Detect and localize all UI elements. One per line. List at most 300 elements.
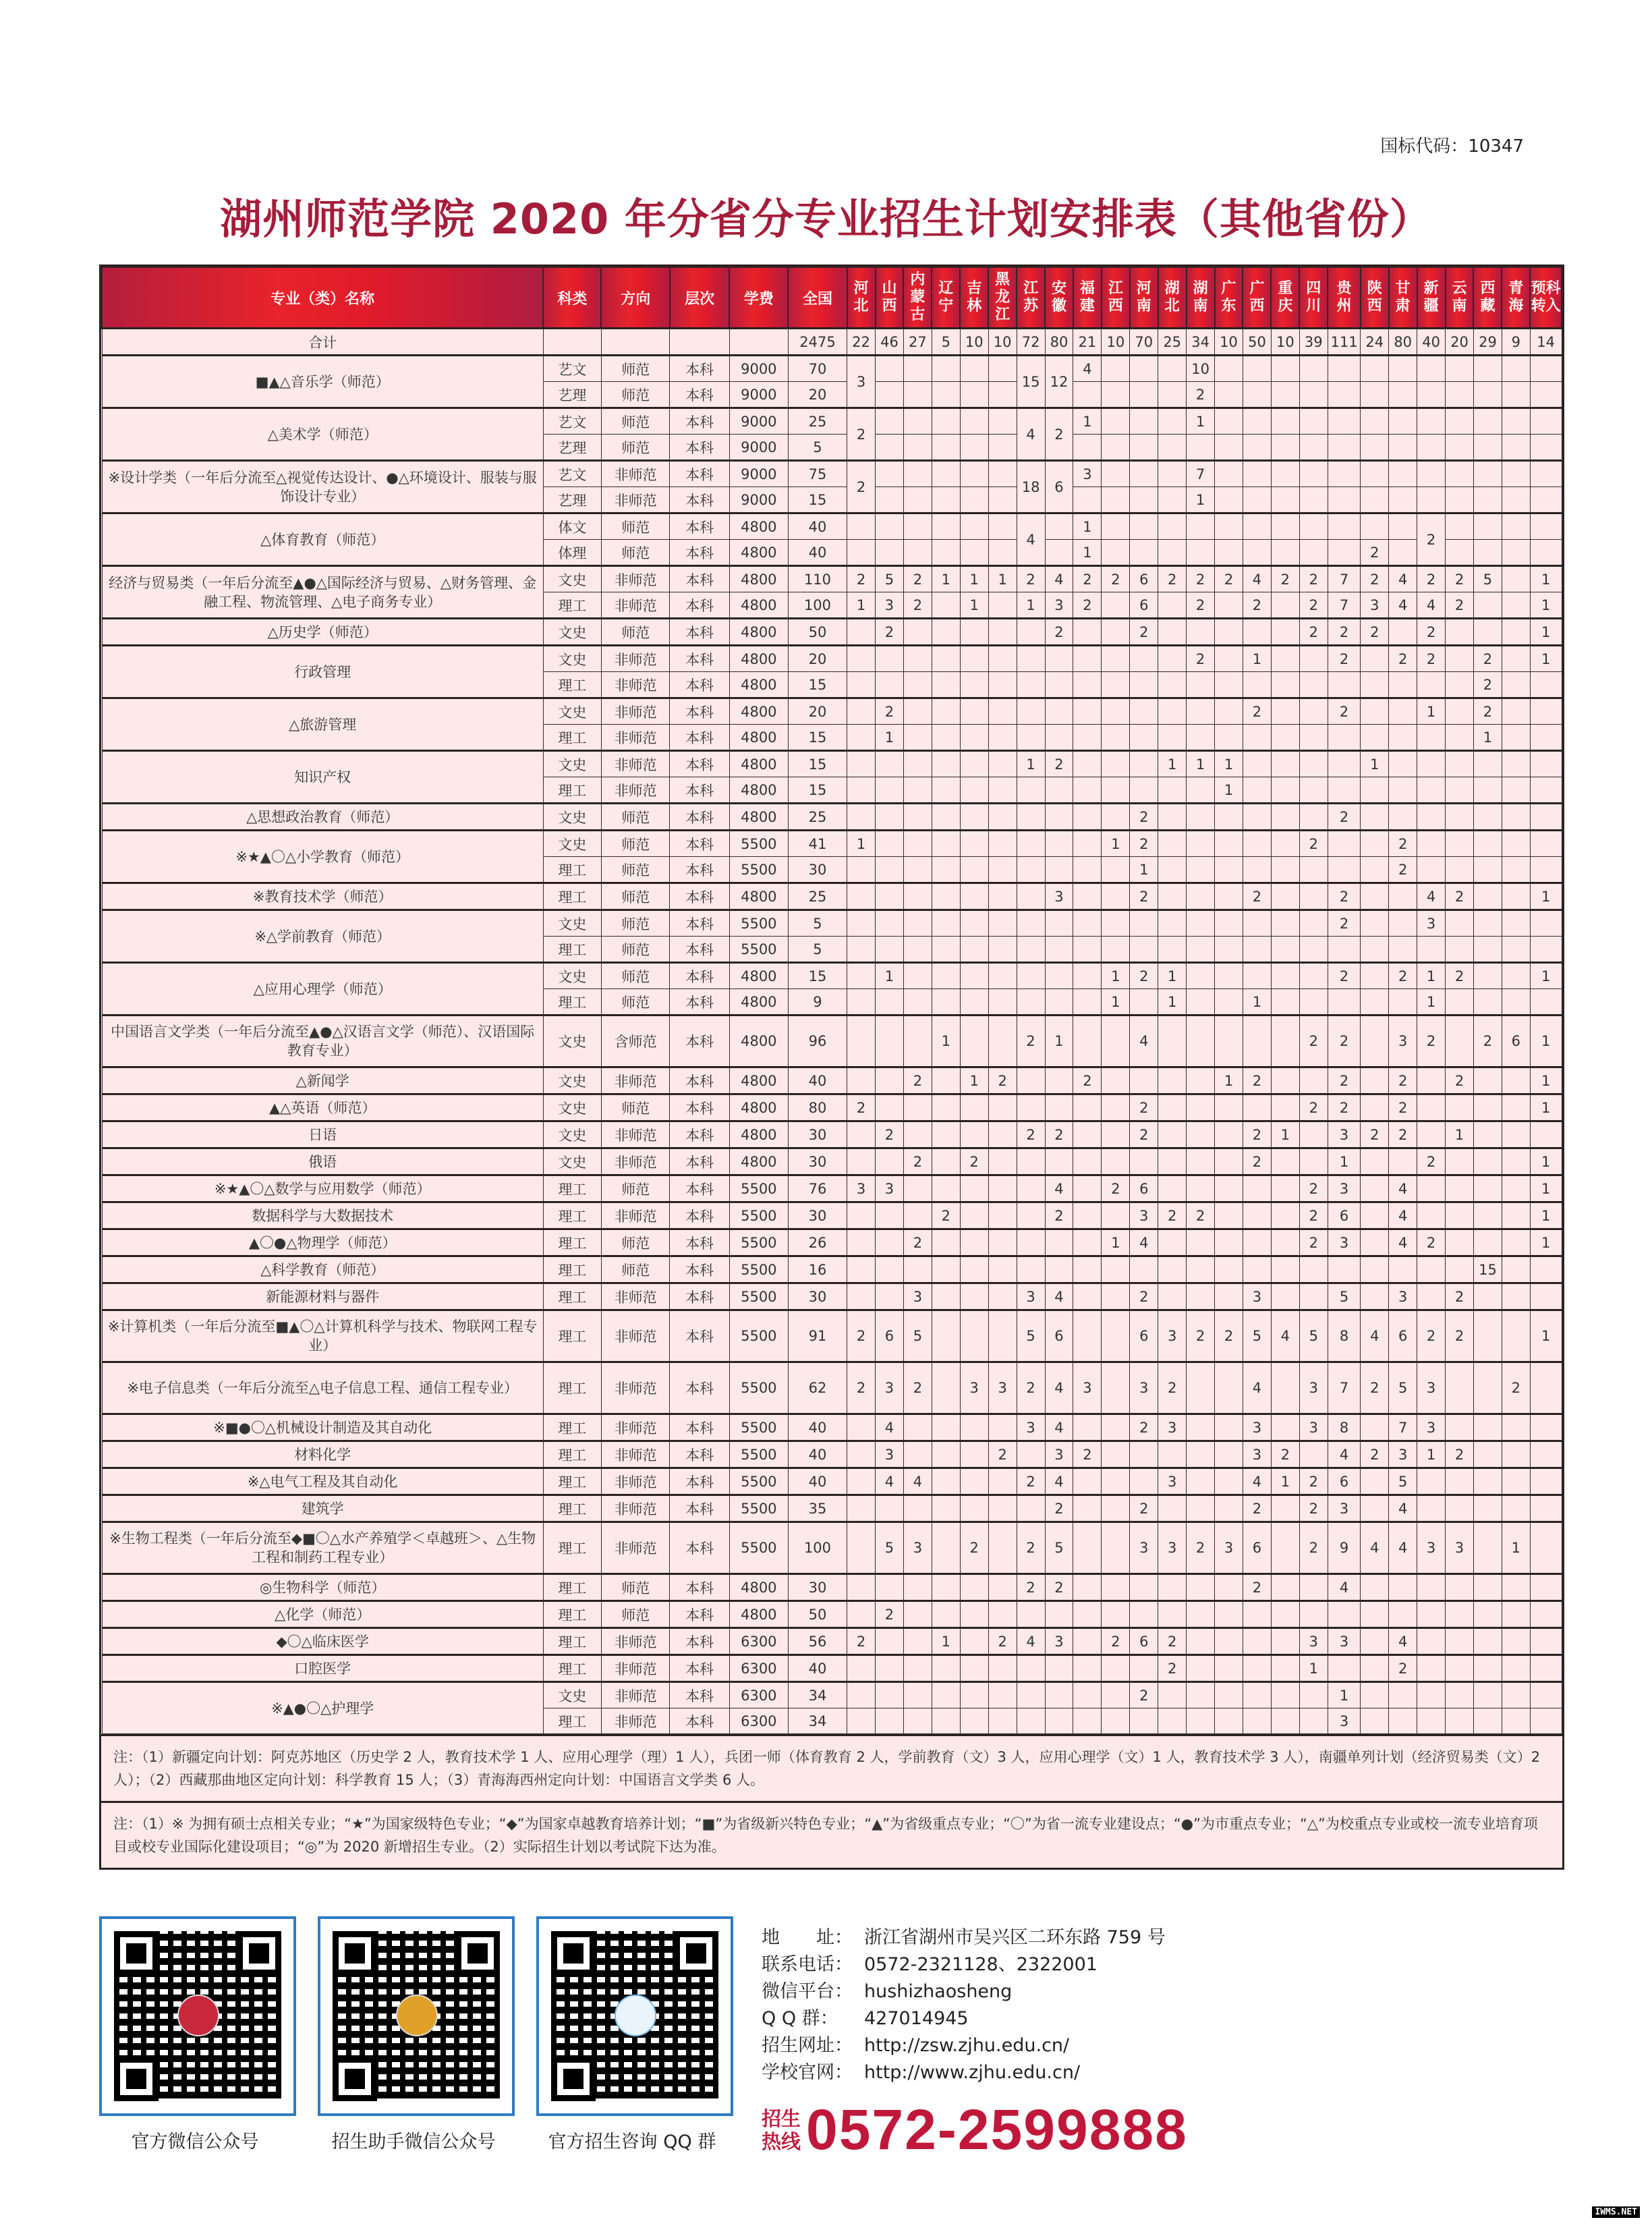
province-count: [960, 1655, 988, 1682]
province-count: [1158, 408, 1187, 435]
subject-type: 理工: [543, 1522, 601, 1574]
province-count: [1102, 1522, 1130, 1574]
province-count: [1502, 435, 1530, 461]
column-header: 全国: [788, 267, 847, 329]
province-count: [1473, 1682, 1502, 1708]
province-count: 3: [1446, 1522, 1474, 1574]
province-count: [1017, 1655, 1045, 1682]
level: 本科: [670, 857, 729, 883]
province-count: [1271, 487, 1299, 513]
province-count: [1045, 698, 1073, 725]
province-count: [1446, 937, 1474, 963]
province-count: 2: [1158, 1202, 1187, 1229]
national-count: 15: [788, 751, 847, 777]
subject-type: 文史: [543, 1094, 601, 1121]
province-count: 1: [1073, 513, 1102, 540]
major-name: 知识产权: [102, 751, 543, 804]
assistant-logo-icon: [396, 1995, 438, 2036]
province-count: [988, 883, 1017, 910]
province-count: [903, 1708, 932, 1734]
province-count: 1: [1530, 646, 1562, 672]
tuition: 6300: [729, 1628, 788, 1655]
province-count: [1502, 937, 1530, 963]
province-count: 4: [1328, 1574, 1361, 1601]
province-count: [1158, 1441, 1187, 1468]
province-count: [960, 540, 988, 566]
province-count: [1073, 910, 1102, 937]
province-count: [1361, 356, 1389, 382]
province-count: [1187, 1708, 1215, 1734]
province-count: [1215, 1628, 1243, 1655]
province-count: [1017, 1441, 1045, 1468]
province-count: 2: [1417, 1015, 1446, 1067]
level: 本科: [670, 1283, 729, 1310]
province-count: [1102, 1015, 1130, 1067]
province-count: [1215, 619, 1243, 646]
province-count: [1017, 989, 1045, 1015]
province-count: [1130, 461, 1158, 487]
table-row: [102, 408, 1562, 435]
province-count: 2: [1215, 566, 1243, 592]
province-count: [1473, 356, 1502, 382]
province-count: [1502, 1708, 1530, 1734]
province-header: 广 西: [1243, 267, 1271, 329]
province-count: 2: [1045, 1495, 1073, 1522]
province-count: 9: [1328, 1522, 1361, 1574]
province-count: 2: [1328, 1067, 1361, 1094]
province-count: [847, 1601, 876, 1628]
province-count: [1073, 1495, 1102, 1522]
province-count: [1530, 1574, 1562, 1601]
province-count: 5: [903, 1310, 932, 1362]
subject-type: 理工: [543, 1708, 601, 1734]
province-count: [1530, 698, 1562, 725]
province-count: [1361, 1628, 1389, 1655]
national-count: 25: [788, 408, 847, 435]
province-count: [988, 804, 1017, 831]
major-name: △历史学（师范）: [102, 619, 543, 646]
province-count: [1215, 1229, 1243, 1256]
province-count: [1045, 831, 1073, 857]
table-row: [102, 1574, 1562, 1601]
province-count: 2: [1158, 1655, 1187, 1682]
province-count: 2: [1328, 963, 1361, 989]
province-count: [1417, 1655, 1446, 1682]
province-count: [1215, 592, 1243, 619]
province-count: [1102, 777, 1130, 804]
province-count: 1: [1215, 777, 1243, 804]
level: 本科: [670, 1708, 729, 1734]
province-count: [1017, 963, 1045, 989]
province-count: [1473, 1628, 1502, 1655]
province-count: [932, 356, 960, 382]
province-count: [1473, 1495, 1502, 1522]
province-count: [1299, 672, 1328, 698]
province-count: 1: [847, 592, 876, 619]
province-count: [932, 1682, 960, 1708]
province-count: [1361, 1682, 1389, 1708]
direction: 非师范: [601, 1202, 670, 1229]
province-count: [1299, 1682, 1328, 1708]
province-count: 2: [1073, 1067, 1102, 1094]
level: 本科: [670, 1628, 729, 1655]
province-count: [847, 1682, 876, 1708]
province-count: 1: [1215, 1067, 1243, 1094]
province-count: [1073, 1522, 1102, 1574]
province-count: 2: [988, 1067, 1017, 1094]
province-count: [876, 1495, 904, 1522]
subject-type: 文史: [543, 1121, 601, 1148]
province-count: [960, 1094, 988, 1121]
province-count: [1215, 1362, 1243, 1414]
major-name: 经济与贸易类（一年后分流至▲●△国际经济与贸易、△财务管理、金融工程、物流管理、△电子商务专业）: [102, 566, 543, 619]
contact-phone: [762, 1951, 1166, 1978]
province-count: [1446, 1148, 1474, 1175]
province-count: [1215, 804, 1243, 831]
province-count: [988, 382, 1017, 408]
subject-type: 理工: [543, 672, 601, 698]
province-count: [1073, 1283, 1102, 1310]
province-count: [1130, 1441, 1158, 1468]
province-count: 3: [1045, 883, 1073, 910]
province-count: [1045, 1067, 1073, 1094]
table-row: [102, 619, 1562, 646]
province-count: [1530, 1256, 1562, 1283]
province-count: 1: [1017, 751, 1045, 777]
province-count: [1502, 356, 1530, 382]
subject-type: 理工: [543, 1495, 601, 1522]
province-count: [988, 1495, 1017, 1522]
province-count: [1502, 1148, 1530, 1175]
national-count: 76: [788, 1175, 847, 1202]
province-count: [903, 356, 932, 382]
province-count: 2: [1446, 963, 1474, 989]
major-name: ※★▲〇△数学与应用数学（师范）: [102, 1175, 543, 1202]
province-count: [1502, 672, 1530, 698]
qr-label: 官方招生咨询 QQ 群: [548, 2132, 716, 2152]
major-name: ※电子信息类（一年后分流至△电子信息工程、通信工程专业）: [102, 1362, 543, 1414]
province-count: [932, 461, 960, 487]
tuition: 4800: [729, 646, 788, 672]
province-count: [1446, 513, 1474, 540]
province-count: [1530, 356, 1562, 382]
province-count: [932, 883, 960, 910]
province-count: [1130, 408, 1158, 435]
province-count: 8: [1328, 1310, 1361, 1362]
province-count: [1045, 672, 1073, 698]
province-count: [1215, 937, 1243, 963]
province-count: 6: [1130, 592, 1158, 619]
province-count: 2: [1473, 646, 1502, 672]
province-count: [847, 1522, 876, 1574]
national-count: 100: [788, 592, 847, 619]
level: 本科: [670, 1094, 729, 1121]
tuition: 4800: [729, 1067, 788, 1094]
province-count: 2: [847, 408, 876, 461]
national-count: 15: [788, 725, 847, 751]
province-count: [1102, 1601, 1130, 1628]
province-count: [1045, 540, 1073, 566]
province-count: [847, 989, 876, 1015]
tuition: 4800: [729, 804, 788, 831]
total-province-value: 40: [1417, 329, 1446, 356]
major-name: △新闻学: [102, 1067, 543, 1094]
province-count: 2: [1017, 1574, 1045, 1601]
province-count: [1473, 1283, 1502, 1310]
note-legend: 注：（1）※ 为拥有硕士点相关专业；“★”为国家级特色专业；“◆”为国家卓越教育培养计划；“■”为省级新兴特色专业；“▲”为省级重点专业；“〇”为省一流专业建设点；“●”为市重点专业；“△”为校重点专业或校一流专业培育项目或校专业国际化建设项目；“◎”为 2020 新增招生专业。（2）实际招生计划以考试院下达为准。: [101, 1801, 1562, 1868]
province-count: 3: [847, 1175, 876, 1202]
province-count: [1130, 777, 1158, 804]
province-count: [1215, 1682, 1243, 1708]
province-count: 5: [876, 1522, 904, 1574]
province-count: [1243, 1256, 1271, 1283]
province-count: [1473, 487, 1502, 513]
province-count: [876, 1628, 904, 1655]
province-count: 2: [1130, 1283, 1158, 1310]
province-count: [1215, 1468, 1243, 1495]
subject-type: 理工: [543, 857, 601, 883]
qr-code-official-wechat[interactable]: [99, 1916, 296, 2116]
province-count: [876, 1148, 904, 1175]
national-count: 100: [788, 1522, 847, 1574]
province-header: 新 疆: [1417, 267, 1446, 329]
province-count: 6: [876, 1310, 904, 1362]
province-count: [1473, 435, 1502, 461]
subject-type: 文史: [543, 804, 601, 831]
province-count: [932, 725, 960, 751]
level: 本科: [670, 1495, 729, 1522]
national-count: 80: [788, 1094, 847, 1121]
province-count: [960, 937, 988, 963]
province-count: 2: [1299, 592, 1328, 619]
province-count: [1299, 1121, 1328, 1148]
province-count: [847, 1414, 876, 1441]
province-count: [1389, 435, 1417, 461]
national-count: 5: [788, 435, 847, 461]
province-count: [1299, 751, 1328, 777]
province-count: 2: [1243, 883, 1271, 910]
province-count: [903, 1601, 932, 1628]
province-count: [1187, 1682, 1215, 1708]
province-count: [960, 1601, 988, 1628]
province-count: [988, 1175, 1017, 1202]
province-count: [1446, 540, 1474, 566]
admission-site-link[interactable]: http://zsw.zjhu.edu.cn/: [864, 2035, 1070, 2056]
province-count: 3: [1045, 1441, 1073, 1468]
province-count: [1473, 989, 1502, 1015]
province-count: [1017, 1495, 1045, 1522]
direction: 非师范: [601, 751, 670, 777]
province-count: [903, 408, 932, 435]
province-count: [1130, 435, 1158, 461]
province-count: [1017, 777, 1045, 804]
province-count: [988, 1601, 1017, 1628]
total-province-value: 46: [876, 329, 904, 356]
province-header: 福 建: [1073, 267, 1102, 329]
province-count: [1243, 937, 1271, 963]
province-count: [1271, 408, 1299, 435]
province-count: [1102, 1708, 1130, 1734]
province-count: [1361, 1175, 1389, 1202]
province-count: 3: [1045, 592, 1073, 619]
province-count: [960, 1468, 988, 1495]
table-row: [102, 646, 1562, 672]
province-count: 1: [1530, 619, 1562, 646]
province-count: [1102, 1283, 1130, 1310]
contact-label: Q Q 群：: [762, 2008, 838, 2029]
province-count: 2: [1389, 963, 1417, 989]
province-count: [1215, 1175, 1243, 1202]
province-count: [1017, 910, 1045, 937]
province-count: [1530, 1362, 1562, 1414]
province-count: [1158, 356, 1187, 382]
total-province-value: 27: [903, 329, 932, 356]
province-count: 1: [1073, 540, 1102, 566]
province-count: [1299, 408, 1328, 435]
major-name: △化学（师范）: [102, 1601, 543, 1628]
province-count: [1446, 1601, 1474, 1628]
province-count: [1299, 1148, 1328, 1175]
page-title: 湖州师范学院 2020 年分省分专业招生计划安排表（其他省份）: [220, 194, 1432, 244]
table-row: [102, 1495, 1562, 1522]
province-count: [1243, 1094, 1271, 1121]
direction: 师范: [601, 356, 670, 382]
province-count: [847, 1468, 876, 1495]
level: 本科: [670, 356, 729, 382]
province-count: [876, 1655, 904, 1682]
province-count: 1: [1502, 1522, 1530, 1574]
province-count: 2: [1299, 1495, 1328, 1522]
province-count: [960, 435, 988, 461]
subject-type: 理工: [543, 1229, 601, 1256]
major-name: ※生物工程类（一年后分流至◆■〇△水产养殖学＜卓越班＞、△生物工程和制药工程专业）: [102, 1522, 543, 1574]
province-count: [1130, 725, 1158, 751]
province-count: [932, 1229, 960, 1256]
national-count: 25: [788, 804, 847, 831]
province-count: [903, 777, 932, 804]
tuition: 5500: [729, 857, 788, 883]
province-count: 1: [1187, 751, 1215, 777]
province-count: [1187, 989, 1215, 1015]
national-count: 40: [788, 1655, 847, 1682]
level: 本科: [670, 963, 729, 989]
province-count: [1361, 1655, 1389, 1682]
province-count: [903, 435, 932, 461]
qr-code-assistant-wechat[interactable]: [318, 1916, 515, 2116]
province-count: 2: [1017, 1362, 1045, 1414]
province-count: [1530, 382, 1562, 408]
province-header: 贵 州: [1328, 267, 1361, 329]
province-count: [1473, 408, 1502, 435]
national-count: 41: [788, 831, 847, 857]
province-count: 2: [1446, 1283, 1474, 1310]
province-count: [1243, 540, 1271, 566]
province-count: [876, 910, 904, 937]
national-count: 110: [788, 566, 847, 592]
total-province-value: 50: [1243, 329, 1271, 356]
province-count: [1102, 857, 1130, 883]
province-count: [1187, 513, 1215, 540]
province-count: [1243, 963, 1271, 989]
province-count: [1187, 1495, 1215, 1522]
province-count: 1: [960, 566, 988, 592]
direction: 师范: [601, 1574, 670, 1601]
province-count: [932, 487, 960, 513]
national-count: 40: [788, 1468, 847, 1495]
province-count: [903, 698, 932, 725]
province-count: [1299, 461, 1328, 487]
province-count: [1045, 1601, 1073, 1628]
province-count: [1102, 1310, 1130, 1362]
direction: 师范: [601, 989, 670, 1015]
province-count: [1446, 1015, 1474, 1067]
province-count: [903, 751, 932, 777]
province-count: [960, 751, 988, 777]
province-count: [1361, 1283, 1389, 1310]
province-count: [847, 1283, 876, 1310]
province-count: 2: [1299, 1094, 1328, 1121]
province-count: [1102, 883, 1130, 910]
province-header: 陕 西: [1361, 267, 1389, 329]
province-count: [1271, 1229, 1299, 1256]
province-count: [1530, 1441, 1562, 1468]
province-count: [1446, 1362, 1474, 1414]
province-count: 3: [1361, 592, 1389, 619]
province-count: [1446, 751, 1474, 777]
province-count: [1215, 1094, 1243, 1121]
qr-code-qq-group[interactable]: [536, 1916, 733, 2116]
province-count: [903, 1015, 932, 1067]
province-count: [1158, 672, 1187, 698]
direction: 非师范: [601, 777, 670, 804]
province-count: [1473, 461, 1502, 487]
province-count: [960, 1310, 988, 1362]
province-count: [847, 1441, 876, 1468]
province-count: 2: [1389, 1121, 1417, 1148]
province-count: [1417, 777, 1446, 804]
school-site-link[interactable]: http://www.zjhu.edu.cn/: [864, 2062, 1081, 2083]
table-row: [102, 1067, 1562, 1094]
province-count: [876, 540, 904, 566]
province-count: [1073, 435, 1102, 461]
province-count: [1271, 435, 1299, 461]
national-count: 25: [788, 883, 847, 910]
province-count: [1328, 989, 1361, 1015]
subject-type: 理工: [543, 937, 601, 963]
province-count: [932, 1441, 960, 1468]
major-name: ◎生物科学（师范）: [102, 1574, 543, 1601]
subject-type: 文史: [543, 1015, 601, 1067]
province-count: [903, 1414, 932, 1441]
province-count: [1299, 1708, 1328, 1734]
province-count: 2: [1446, 1067, 1474, 1094]
province-count: [1530, 1495, 1562, 1522]
major-name: ▲△英语（师范）: [102, 1094, 543, 1121]
level: 本科: [670, 461, 729, 487]
province-count: [988, 777, 1017, 804]
province-count: 3: [1073, 461, 1102, 487]
province-count: [876, 989, 904, 1015]
province-count: [988, 1574, 1017, 1601]
contact-value: 浙江省湖州市吴兴区二环东路 759 号: [864, 1927, 1166, 1948]
province-count: [1187, 1574, 1215, 1601]
level: 本科: [670, 937, 729, 963]
province-count: 2: [1045, 619, 1073, 646]
subject-type: 体文: [543, 513, 601, 540]
province-count: [1473, 1468, 1502, 1495]
province-count: [1361, 1574, 1389, 1601]
tuition: 4800: [729, 1094, 788, 1121]
